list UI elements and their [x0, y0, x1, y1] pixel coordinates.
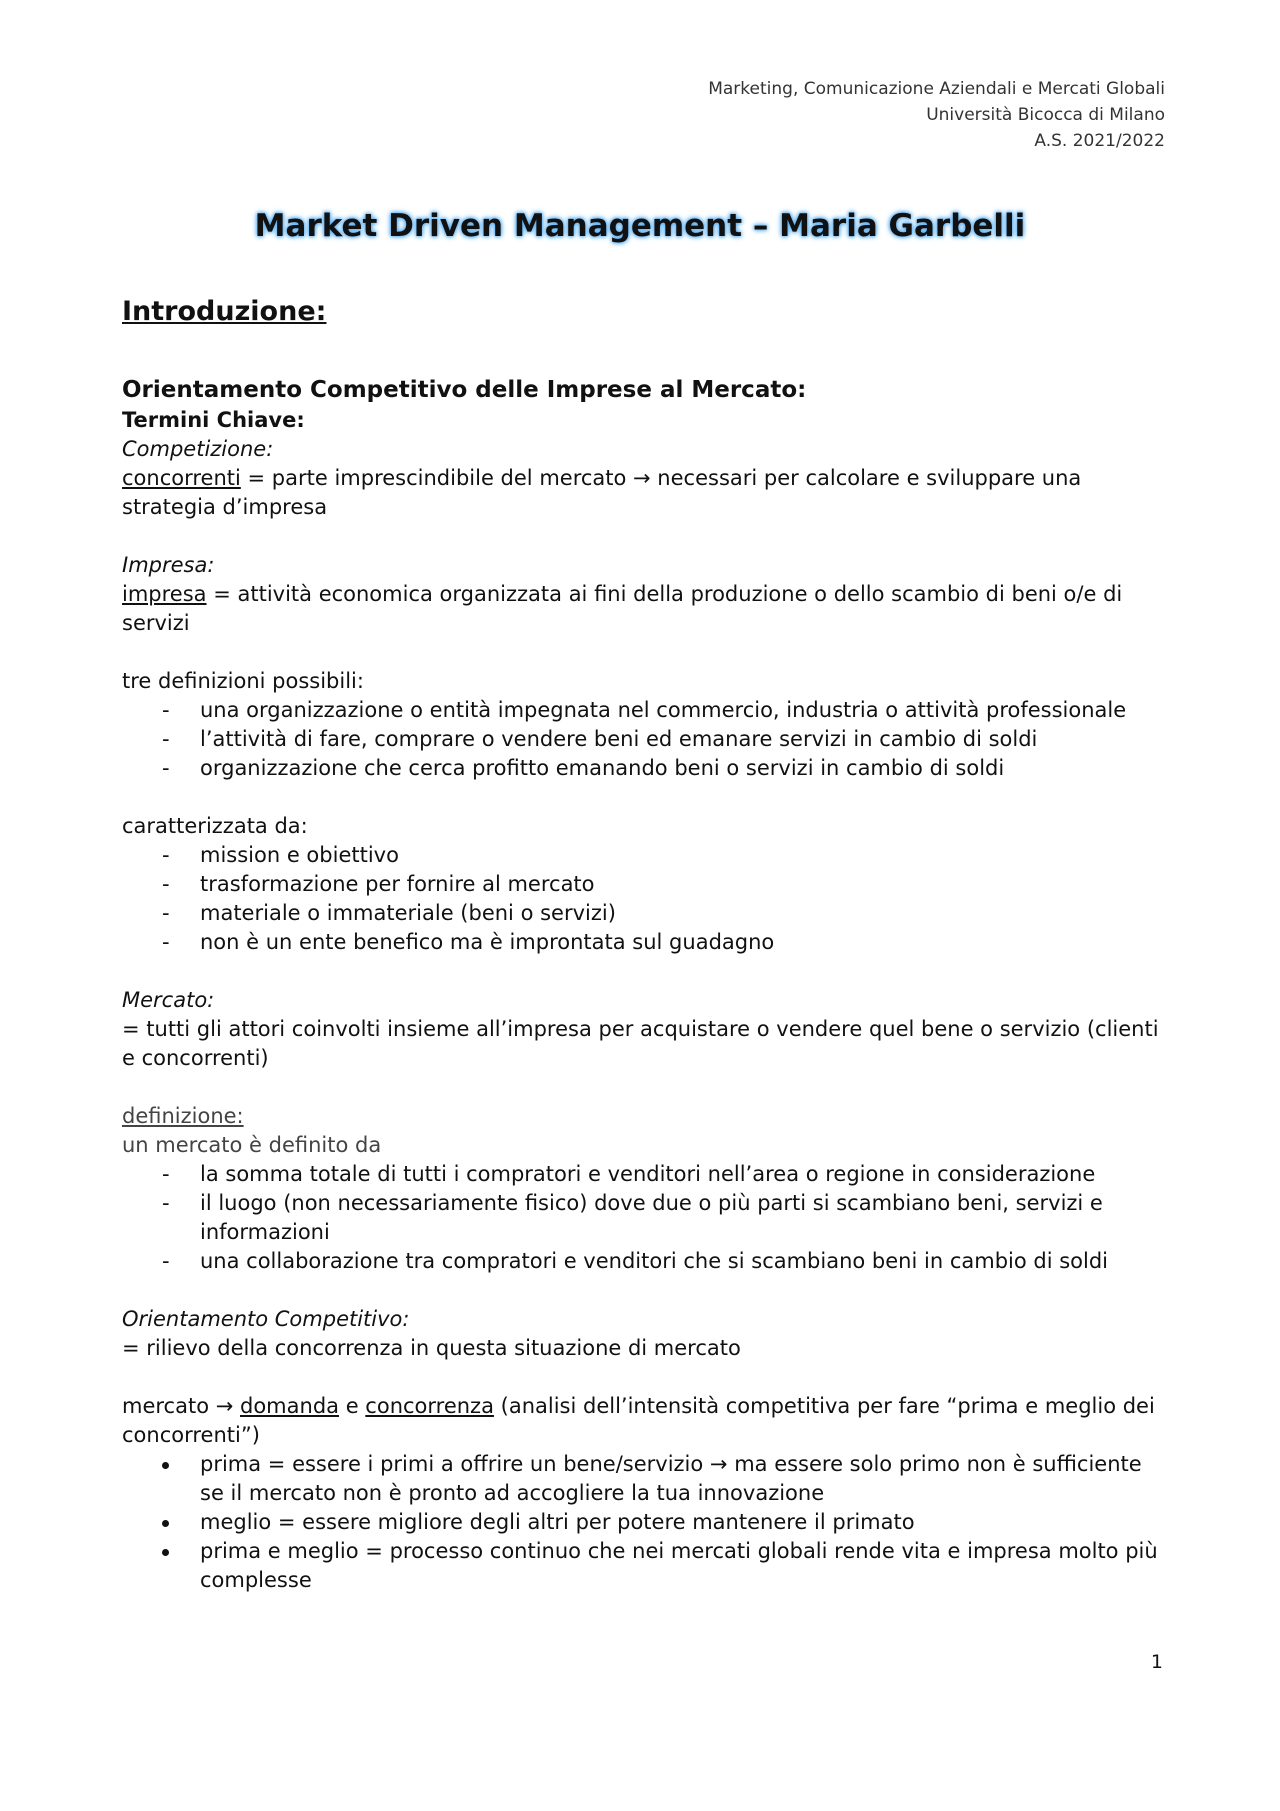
mercato-label: Mercato:: [122, 988, 215, 1012]
orientamento-label: Orientamento Competitivo:: [122, 1307, 410, 1331]
impresa-term: impresa: [122, 582, 207, 606]
impresa-traits-intro: caratterizzata da:: [122, 814, 308, 838]
bullet-icon: [162, 1549, 169, 1556]
header-university: Università Bicocca di Milano: [926, 105, 1165, 125]
domanda-term: domanda: [240, 1394, 340, 1418]
list-item: - non è un ente benefico ma è improntata sul guadagno: [162, 930, 775, 954]
header-course: Marketing, Comunicazione Aziendali e Mercati Globali: [708, 79, 1165, 99]
competizione-label: Competizione:: [122, 437, 274, 461]
list-item: - una collaborazione tra compratori e venditori che si scambiano beni in cambio di soldi: [162, 1249, 1109, 1273]
concorrenza-term: concorrenza: [365, 1394, 494, 1418]
list-item: meglio = essere migliore degli altri per potere mantenere il primato: [122, 1508, 1162, 1537]
section-heading: Introduzione:: [122, 296, 327, 327]
subsection-heading: Orientamento Competitivo delle Imprese al Mercato:: [122, 377, 807, 403]
list-item: - l’attività di fare, comprare o vendere beni ed emanare servizi in cambio di soldi: [162, 727, 1038, 751]
list-item: prima e meglio = processo continuo che nei mercati globali rende vita e impresa molto più complesse: [122, 1537, 1162, 1595]
impresa-text: = attività economica organizzata ai fini della produzione o dello scambio di beni o/e di servizi: [122, 582, 1123, 635]
orientamento-definition: = rilievo della concorrenza in questa situazione di mercato: [122, 1336, 741, 1360]
list-item: - il luogo (non necessariamente fisico) dove due o più parti si scambiano beni, servizi e informazioni: [162, 1191, 1103, 1244]
header-academic-year: A.S. 2021/2022: [1034, 131, 1165, 151]
page-number: 1: [1150, 1651, 1163, 1673]
impresa-traits-list: [122, 841, 1162, 957]
mercato-def-intro: un mercato è definito da: [122, 1133, 382, 1157]
mercato-analysis: mercato → domanda e concorrenza (analisi dell’intensità competitiva per fare “prima e meglio dei concorrenti”): [122, 1394, 1155, 1447]
list-item: - la somma totale di tutti i compratori e venditori nell’area o regione in considerazione: [162, 1162, 1096, 1186]
competizione-text: = parte imprescindibile del mercato → necessari per calcolare e sviluppare una strategia d’impresa: [122, 466, 1082, 519]
document-body: [122, 294, 1162, 1595]
impresa-definition: [122, 580, 1162, 638]
impresa-defs-list: [122, 696, 1162, 783]
list-item: - mission e obiettivo: [162, 843, 399, 867]
list-item: - una organizzazione o entità impegnata nel commercio, industria o attività professionale: [162, 698, 1127, 722]
mercato-defs-list: [122, 1160, 1162, 1276]
impresa-defs-intro: tre definizioni possibili:: [122, 669, 364, 693]
mercato-definition: = tutti gli attori coinvolti insieme all’impresa per acquistare o vendere quel bene o servizio (clienti e concorrenti): [122, 1017, 1159, 1070]
mercato-def-label: definizione:: [122, 1104, 244, 1128]
list-item: - organizzazione che cerca profitto emanando beni o servizi in cambio di soldi: [162, 756, 1005, 780]
competizione-definition: [122, 464, 1162, 522]
key-terms-heading: Termini Chiave:: [122, 408, 305, 432]
bullet-icon: [162, 1520, 169, 1527]
list-item: - trasformazione per fornire al mercato: [162, 872, 595, 896]
document-header: [708, 76, 1165, 154]
bullet-icon: [162, 1462, 169, 1469]
impresa-label: Impresa:: [122, 553, 215, 577]
list-item: - materiale o immateriale (beni o servizi): [162, 901, 616, 925]
list-item: prima = essere i primi a offrire un bene/servizio → ma essere solo primo non è sufficiente se il mercato non è pronto ad accogliere la tua innovazione: [122, 1450, 1162, 1508]
orientamento-bullets: [122, 1450, 1162, 1595]
document-title: Market Driven Management – Maria Garbelli: [254, 208, 1026, 244]
competizione-term: concorrenti: [122, 466, 241, 490]
